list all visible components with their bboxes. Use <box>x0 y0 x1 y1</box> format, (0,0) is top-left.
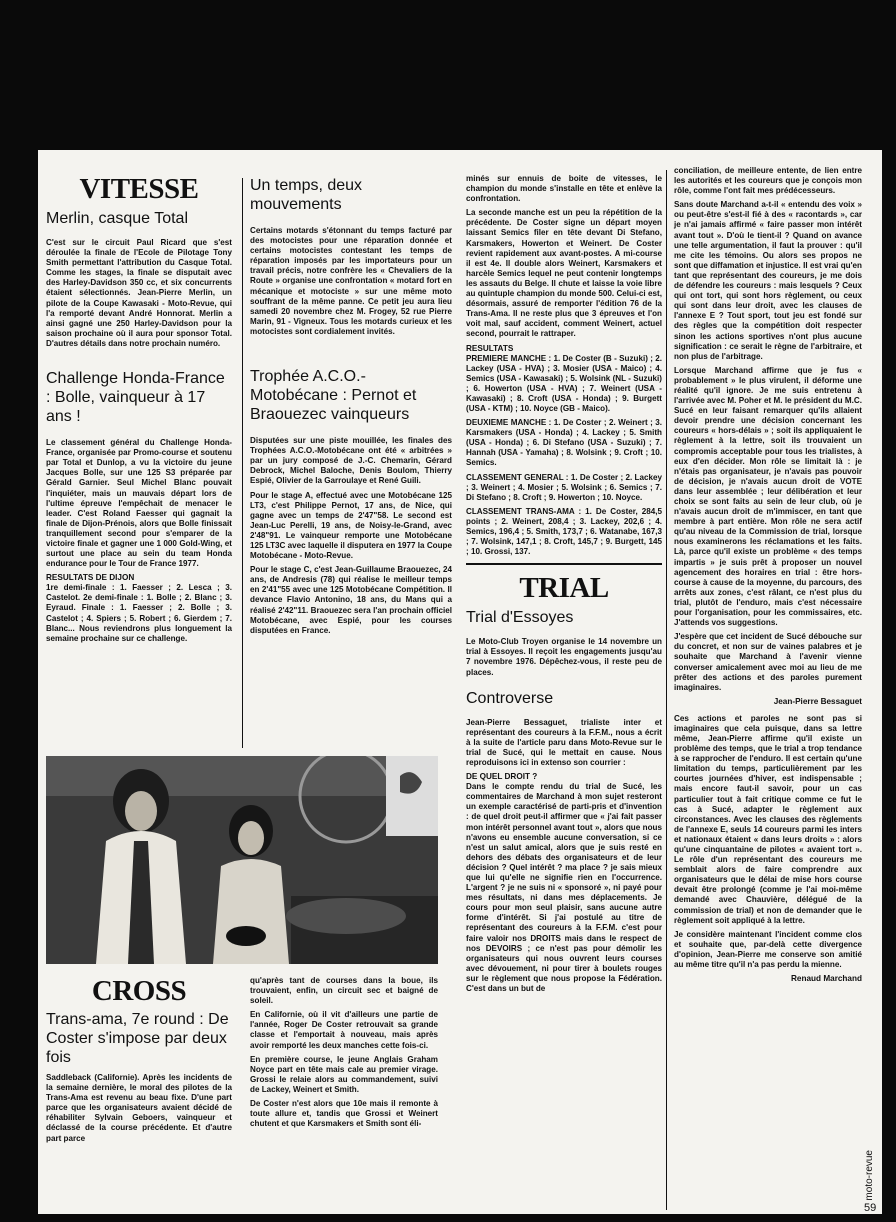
article-title-trial-essoyes: Trial d'Essoyes <box>466 609 574 627</box>
column-3 <box>466 174 662 998</box>
signature-bessaguet: Jean-Pierre Bessaguet <box>773 696 862 706</box>
article-body: La seconde manche est un peu la répétition de la précédente. De Coster signe un départ moyen laissant Semics filer en tête devant Di Stefano, Karsmakers, Howerton et Weinert. De Coster revient rapidement aux avant-postes. A mi-course il est 4e. Il double alors Weinert, Karsmakers et harcèle Semics lequel ne peut contenir longtemps les assauts du Belge. Il chute et laisse la voie libre au quintuple champion du monde 500. Celui-ci est, désormais, assuré de remporter l'édition 76 de la Trans-Ama. Il ne reste plus que 3 épreuves et l'on voit mal, sauf accident, comment Weinert, actuel second, pourrait le rattraper. <box>466 208 662 339</box>
article-body: Jean-Pierre Bessaguet, trialiste inter et représentant des coureurs à la F.F.M., nous a écrit à la suite de l'article paru dans Moto-Revue sur le trial de Sucé, qui le mettait en cause. Nous reproduisons ici in extenso son courrier : <box>466 717 662 768</box>
article-body: Certains motards s'étonnant du temps facturé par des motocistes pour une réparation donnée et certains motocistes contestant les temps de réparation imposés par les importateurs pour un travail précis, notre confrère les « Chevaliers de la Route » organise une confrontation « motard fort en mécanique et motociste » sur une même moto souffrant de la même panne. Ce petit jeu aura lieu samedi 20 novembre chez M. Frogey, 52 rue Pierre Marin, 91 - Vigneux. Tous les motards curieux et les motocistes sont cordialement invités. <box>250 226 452 336</box>
article-title-un-temps: Un temps, deux mouvements <box>250 177 363 213</box>
magazine-page <box>38 150 882 1214</box>
results-text: DEUXIEME MANCHE : 1. De Coster ; 2. Weinert ; 3. Karsmakers (USA - Honda) ; 4. Lackey ; 5. Smith (USA - Honda) ; 6. Di Stefano (USA - Suzuki) ; 7. Hannah (USA - Yamaha) ; 8. Wolsink ; 9. Croft ; 10. Semics. <box>466 418 662 468</box>
article-body: Dans le compte rendu du trial de Sucé, les commentaires de Marchand à mon sujet resteront un exemple caractérisé de parti-pris et d'invention : de quel droit peut-il affirmer que « j'ai fait passer mon intérêt personnel avant tout », alors que nous n'avons eu ensemble aucune conversation, si ce n'est un salut amical, alors que je suis resté en dehors des débats des organisateurs et de leur décision ? Quel intérêt ? ma place ? je sais mieux que lui qu'elle ne signifie rien en l'occurrence. L'argent ? je ne suis ni « sponsoré », ni payé pour mes résultats, ni dans mes déplacements. Je cours pour mon seul plaisir, sans aucune autre forme d'intérêt. Si j'ai postulé au titre de représentant des coureurs à la F.F.M. c'est pour faire valoir nos DROITS mais dans le respect de nos DEVOIRS ; ce n'est pas pour démolir les organisateurs qui nous ouvrent leurs courses avec dévouement, ni pour tirer à boulets rouges sur le règlement que nous propose la Fédération. C'est dans un but de <box>466 782 662 993</box>
article-body: Saddleback (Californie). Après les incidents de la semaine dernière, le moral des pilotes de la Trans-Ama est revenu au beau fixe. D'une part parce que les organisateurs avaient décidé de réhabiliter Sylvain Geboers, vainqueur et déclassé de la course précédente. Et d'autre part parce <box>46 1073 232 1143</box>
results-text: CLASSEMENT GENERAL : 1. De Coster ; 2. Lackey ; 3. Weinert ; 4. Mosier ; 5. Wolsink ; 6. Semics ; 7. Di Stefano ; 8. Croft ; 9. Howerton ; 10. Noyce. <box>466 472 662 502</box>
column-4 <box>674 166 862 991</box>
article-body: Ces actions et paroles ne sont pas si imaginaires que cela puisque, dans sa lettre même, Jean-Pierre affirme qu'il existe un problème des temps, que le trial a trop tendance à se rapprocher de l'enduro. Il est certain qu'une limitation du temps, particulièrement par les courtes journées d'hiver, est indispensable ; mais encore faut-il savoir, pour un cas particulier tout à fait critique comme ce fut le cas à Sucé, adapter le règlement aux circonstances. Avec les clauses des règlements de l'annexe E, seuls 14 coureurs parmi les inters et nationaux étaient « dans leurs droits » : alors qu'une cinquantaine de pilotes « avaient tort ». Le rôle d'un représentant des coureurs me semblait alors de faire comprendre aux organisateurs que le délai de mise hors course devait être prolongé (comme je l'ai moi-même demandé avec Chauvière, délégué de la commission de trial) et non de demander que le règlement soit appliqué à la lettre. <box>674 713 862 925</box>
column-vitesse <box>46 174 232 648</box>
article-body: Pour le stage C, c'est Jean-Guillaume Braouezec, 24 ans, de Andresis (78) qui réalise le meilleur temps en 2'41"55 avec une 125 Motobécane Compétition. Il devance Flavio Antonino, 18 ans, du Mans qui a réalisé 2'42"11. Braouezec sera l'an prochain officiel Motobécane, avec Espié, pour les courses disputées en France. <box>250 565 452 635</box>
article-body: Lorsque Marchand affirme que je fus « probablement » le plus virulent, il déforme une réalité qu'il ignore. Je me suis entretenu à l'arrivée avec M. Poher et M. le président du M.C. Sucé en leur faisant remarquer qu'ils allaient devoir prendre une décision concernant les coureurs « hors-délais » ; soit ils appliquaient le règlement à la lettre, soit ils trouvaient un compromis acceptable pour tous les trialistes, à eux d'en décider. Mon rôle se limitait là : je n'étais pas organisateur, je n'avais pas pouvoir de décision, je n'avais aucun droit de VOTE dans leur assemblée ; leur délibération et leur choix se sont faits au sein de leur club, où je n'avais aucun droit de m'immiscer, en tant que membre à part entière. Mon rôle ne sera actif qu'au niveau de la Commission de trial, lorsque nous examinerons les réclamations et les faits. Là, parce qu'il existe un problème « des temps impartis » je suis prêt à proposer un nouvel agencement des horaires en trial : être hors-course à cause de la moyenne, du parcours, des arrêts aux zones, c'est râlant, ce n'est plus du trial, plutôt de l'enduro, mais c'est nécessaire pour l'organisation, pour les commissaires, etc. J'attends vos suggestions. <box>674 365 862 628</box>
photo-riders <box>46 756 438 964</box>
article-body: qu'après tant de courses dans la boue, ils trouvaient, enfin, un circuit sec et baigné de soleil. <box>250 976 438 1006</box>
article-body: Disputées sur une piste mouillée, les finales des Trophées A.C.O.-Motobécane ont été « arbitrées » par un jury composé de J.-C. Chemarin, Gérard Debrock, Michel Baloche, Denis Boulom, Thierry Espié, Olivier de la Garroulaye et René Guili. <box>250 436 452 486</box>
photo-illustration <box>46 756 438 964</box>
page-number: 59 <box>864 1202 877 1214</box>
article-body: En Californie, où il vit d'ailleurs une partie de l'année, Roger De Coster retrouvait sa grande classe et l'emportait à nouveau, mais après avoir remporté les deux manches cette fois-ci. <box>250 1010 438 1050</box>
column-cross <box>46 976 232 1148</box>
article-body: En première course, le jeune Anglais Graham Noyce part en tête mais cale au premier virage. Grossi le relaie alors au commandement, suivi de Lackey, Weinert et Smith. <box>250 1054 438 1094</box>
article-body: Sans doute Marchand a-t-il « entendu des voix » ou peut-être s'est-il fié à des « racontards », car je n'ai jamais affirmé « faire passer mon intérêt avant tout ». D'où le tient-il ? Quand on avance une telle argumentation, il faut la prouver : qu'il me cite les témoins. Ou alors ses propos ne sont que diffamation et injustice. Il est vrai qu'en tant que représentant des coureurs, je me dois de défendre les coureurs : mais lesquels ? Ceux qui ont tort, qui sont hors règlement, ou ceux qui sont dans leur droit, avec les clauses de l'annexe E ? Tout sport, tout jeu est fondé sur des règles que la compétition doit respecter sinon les actions sportives n'ont plus aucune signification : ce serait le règne de l'arbitraire, et non plus de l'arbitrage. <box>674 200 862 361</box>
article-body: Je considère maintenant l'incident comme clos et souhaite que, par-delà cette divergence d'opinion, Jean-Pierre me conserve son amitié au même titre qu'il n'a pas perdu la mienne. <box>674 929 862 970</box>
signature-marchand: Renaud Marchand <box>791 974 862 984</box>
article-title-merlin: Merlin, casque Total <box>46 210 188 227</box>
article-body: C'est sur le circuit Paul Ricard que s'est déroulée la finale de l'Ecole de Pilotage Tony Smith permettant l'attribution du Casque Total. Comme les stages, la finale se disputait avec des Harley-Davidson 350 cc, et six concurrents étaient sélectionnés. Jean-Pierre Merlin, un pilote de la Coupe Kawasaki - Moto-Revue, qui l'a remporté devant André Honnorat. Merlin a ainsi gagné une 250 Harley-Davidson pour la saison prochaine où il aura pour sponsor Total. D'autres détails dans notre prochain numéro. <box>46 238 232 348</box>
results-text: PREMIERE MANCHE : 1. De Coster (B - Suzuki) ; 2. Lackey (USA - HVA) ; 3. Mosier (USA - Maico) ; 4. Semics (USA - Kawasaki) ; 5. Wolsink (NL - Suzuki) ; 6. Howerton (USA - HVA) ; 7. Weinert (USA - Kawasaki) ; 8. Croft (USA - Honda) ; 9. Burgett (USA - KTM) ; 10. Noyce (GB - Maico). <box>466 353 662 413</box>
column-divider <box>666 170 667 1210</box>
article-title-trophee-aco: Trophée A.C.O.-Motobécane : Pernot et Braouezec vainqueurs <box>250 368 417 424</box>
section-heading-vitesse: VITESSE <box>79 173 199 205</box>
article-title-trans-ama: Trans-ama, 7e round : De Coster s'impose par deux fois <box>46 1011 229 1066</box>
results-text: 1re demi-finale : 1. Faesser ; 2. Lesca ; 3. Castelot. 2e demi-finale : 1. Bolle ; 2. Blanc ; 3. Eyraud. Finale : 1. Faesser ; 2. Bolle ; 3. Castelot ; 4. Spiers ; 5. Robert ; 6. Gierdem ; 7. Blanc... Nous reviendrons plus longuement la semaine prochaine sur ce challenge. <box>46 583 232 643</box>
letter-heading: DE QUEL DROIT ? <box>466 772 538 782</box>
results-text: CLASSEMENT TRANS-AMA : 1. De Coster, 284,5 points ; 2. Weinert, 208,4 ; 3. Lackey, 202,6 ; 4. Semics, 196,4 ; 5. Smith, 173,7 ; 6. Watanabe, 167,3 ; 7. Wolsink, 147,1 ; 8. Croft, 145,7 ; 9. Burgett, 145 ; 10. Grossi, 137. <box>466 506 662 557</box>
article-body: Pour le stage A, effectué avec une Motobécane 125 LT3, c'est Philippe Pernot, 17 ans, de Nice, qui gagne avec un temps de 2'47"58. Le second est Jean-Luc Perelli, 19 ans, de Noisy-le-Grand, avec 2'48"91. Le vainqueur remporte une Motobécane 125 LT3C avec laquelle il disputera en 1977 la Coupe Motobécane - Moto-Revue. <box>250 490 452 561</box>
article-body: conciliation, de meilleure entente, de lien entre les autorités et les coureurs que je conçois mon rôle, comme l'ont fait mes prédécesseurs. <box>674 166 862 196</box>
article-title-controverse: Controverse <box>466 689 554 707</box>
magazine-name: moto-revue <box>864 1150 875 1201</box>
section-rule <box>466 563 662 565</box>
article-title-challenge-honda: Challenge Honda-France : Bolle, vainqueur à 17 ans ! <box>46 370 225 426</box>
article-body: De Coster n'est alors que 10e mais il remonte à toute allure et, tandis que Grossi et Weinert chutent et que Karsmakers et Smith sont éli- <box>250 1099 438 1129</box>
results-heading: RESULTATS <box>466 343 514 353</box>
column-2 <box>250 174 452 640</box>
results-heading: RESULTATS DE DIJON <box>46 573 135 583</box>
article-body: J'espère que cet incident de Sucé débouche sur du concret, et non sur de vaines palabres et je souhaite que Marchand à l'avenir vienne converser amicalement avec moi au lieu de me prêter des actions et des paroles purement imaginaires. <box>674 632 862 692</box>
column-divider <box>242 178 243 748</box>
section-heading-trial: TRIAL <box>519 572 609 605</box>
article-body: Le Moto-Club Troyen organise le 14 novembre un trial à Essoyes. Il reçoit les engagements jusqu'au 7 novembre 1976. Dépêchez-vous, il reste peu de places. <box>466 637 662 677</box>
article-body: Le classement général du Challenge Honda-France, organisée par Promo-course et soutenu par Total et Dunlop, a vu la victoire du jeune Jacques Bolle, sur une 125 S3 préparée par Gérald Garnier. Seul Michel Blanc pouvait l'inquiéter, mais un mauvais départ lors de l'ultime épreuve l'empêchait de menacer le leader. C'est Roland Faesser qui gagnait la finale de Dijon-Prénois, alors que Bolle finissait tranquillement second pour s'emparer de la victoire finale et gagner une 1 000 Gold-Wing, et surtout une place au sein du team Honda endurance pour le Tour de France 1977. <box>46 438 232 569</box>
column-cross-2 <box>250 976 438 1133</box>
section-heading-cross: CROSS <box>91 975 187 1007</box>
article-body: minés sur ennuis de boite de vitesses, le champion du monde s'installe en tête et enlève la confrontation. <box>466 174 662 204</box>
